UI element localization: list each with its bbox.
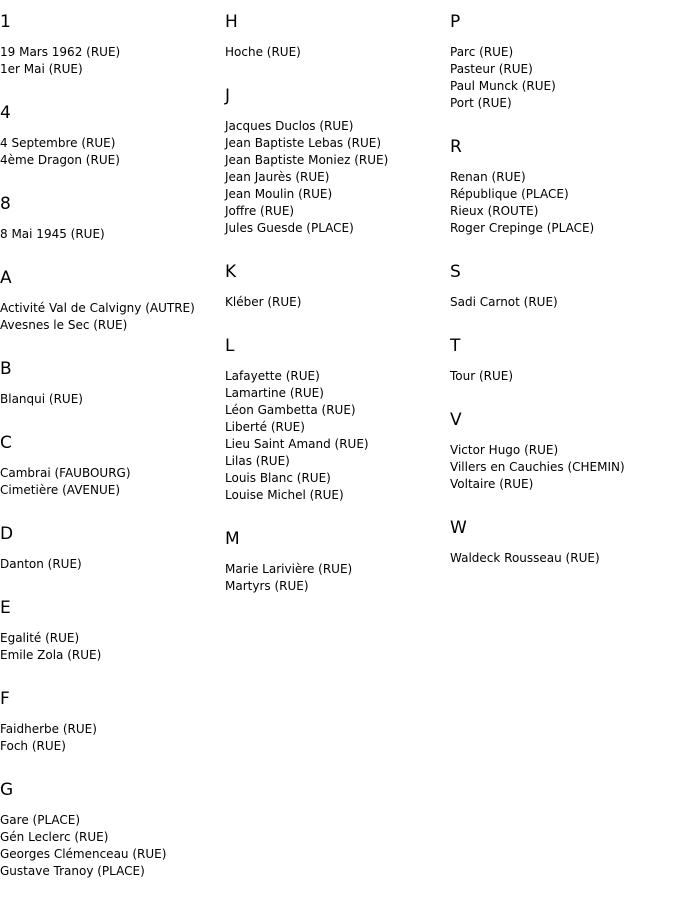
street-link[interactable]: Gén Leclerc (RUE): [0, 830, 109, 844]
letter-group: [450, 134, 675, 259]
street-list: [225, 561, 450, 595]
letter-group: [225, 526, 450, 617]
letter-group: [0, 265, 225, 356]
letter-heading: 1: [0, 12, 11, 32]
letter-group: [0, 356, 225, 430]
street-list: [450, 368, 675, 385]
street-link[interactable]: Joffre (RUE): [225, 204, 295, 218]
letter-heading: J: [225, 86, 231, 106]
letter-group: [450, 407, 675, 515]
letter-group: [225, 333, 450, 526]
street-list: [450, 550, 675, 567]
street-link[interactable]: Cambrai (FAUBOURG): [0, 466, 131, 480]
street-link[interactable]: Parc (RUE): [450, 45, 514, 59]
letter-heading: K: [225, 262, 237, 282]
street-link[interactable]: Marie Larivière (RUE): [225, 562, 353, 576]
letter-group: [450, 333, 675, 407]
street-list: [0, 556, 225, 573]
group-spacer: [0, 408, 225, 430]
street-list: [0, 44, 225, 78]
group-spacer: [450, 112, 675, 134]
letter-heading: C: [0, 433, 12, 453]
street-link[interactable]: Jean Moulin (RUE): [225, 187, 333, 201]
letter-group: [0, 521, 225, 595]
letter-heading: T: [450, 336, 461, 356]
letter-group: [0, 595, 225, 686]
street-link[interactable]: Faidherbe (RUE): [0, 722, 97, 736]
letter-group: [0, 686, 225, 777]
street-link[interactable]: Louis Blanc (RUE): [225, 471, 331, 485]
street-list: [0, 391, 225, 408]
street-link[interactable]: République (PLACE): [450, 187, 569, 201]
street-link[interactable]: Sadi Carnot (RUE): [450, 295, 558, 309]
group-spacer: [0, 755, 225, 777]
letter-group: [450, 259, 675, 333]
street-link[interactable]: Foch (RUE): [0, 739, 66, 753]
street-link[interactable]: Avesnes le Sec (RUE): [0, 318, 128, 332]
street-link[interactable]: Activité Val de Calvigny (AUTRE): [0, 301, 195, 315]
letter-group: [225, 9, 450, 83]
street-link[interactable]: Villers en Cauchies (CHEMIN): [450, 460, 625, 474]
street-list: [225, 368, 450, 504]
letter-group: [450, 9, 675, 134]
street-index-column-1: [0, 9, 225, 902]
group-spacer: [225, 595, 450, 617]
group-spacer: [0, 664, 225, 686]
street-list: [450, 294, 675, 311]
street-link[interactable]: Léon Gambetta (RUE): [225, 403, 356, 417]
letter-heading: W: [450, 518, 467, 538]
letter-heading: R: [450, 137, 462, 157]
street-list: [225, 44, 450, 61]
group-spacer: [0, 573, 225, 595]
street-list: [0, 721, 225, 755]
street-link[interactable]: Pasteur (RUE): [450, 62, 533, 76]
street-link[interactable]: Paul Munck (RUE): [450, 79, 556, 93]
street-list: [0, 465, 225, 499]
street-link[interactable]: Jules Guesde (PLACE): [225, 221, 354, 235]
street-link[interactable]: Georges Clémenceau (RUE): [0, 847, 167, 861]
letter-heading: B: [0, 359, 12, 379]
street-list: [0, 630, 225, 664]
street-link[interactable]: 8 Mai 1945 (RUE): [0, 227, 105, 241]
letter-heading: G: [0, 780, 14, 800]
street-link[interactable]: 4ème Dragon (RUE): [0, 153, 120, 167]
letter-heading: A: [0, 268, 12, 288]
street-link[interactable]: Jean Jaurès (RUE): [225, 170, 330, 184]
street-list: [450, 442, 675, 493]
street-list: [0, 226, 225, 243]
street-link[interactable]: Liberté (RUE): [225, 420, 305, 434]
street-list: [450, 44, 675, 112]
street-link[interactable]: Gare (PLACE): [0, 813, 81, 827]
street-link[interactable]: Lilas (RUE): [225, 454, 290, 468]
group-spacer: [450, 493, 675, 515]
letter-heading: V: [450, 410, 462, 430]
street-link[interactable]: Louise Michel (RUE): [225, 488, 344, 502]
letter-heading: D: [0, 524, 14, 544]
street-link[interactable]: Lamartine (RUE): [225, 386, 324, 400]
street-list: [0, 135, 225, 169]
group-spacer: [450, 237, 675, 259]
letter-group: [0, 430, 225, 521]
street-link[interactable]: Gustave Tranoy (PLACE): [0, 864, 145, 878]
letter-heading: P: [450, 12, 461, 32]
group-spacer: [225, 311, 450, 333]
street-link[interactable]: Lafayette (RUE): [225, 369, 320, 383]
street-link[interactable]: Victor Hugo (RUE): [450, 443, 559, 457]
street-list: [0, 300, 225, 334]
letter-heading: S: [450, 262, 461, 282]
letter-group: [225, 83, 450, 259]
street-link[interactable]: Egalité (RUE): [0, 631, 80, 645]
letter-heading: 8: [0, 194, 11, 214]
letter-group: [225, 259, 450, 333]
letter-heading: M: [225, 529, 240, 549]
street-link[interactable]: Waldeck Rousseau (RUE): [450, 551, 600, 565]
group-spacer: [225, 504, 450, 526]
street-link[interactable]: Jacques Duclos (RUE): [225, 119, 354, 133]
group-spacer: [0, 78, 225, 100]
street-link[interactable]: Martyrs (RUE): [225, 579, 309, 593]
letter-group: [450, 515, 675, 589]
group-spacer: [0, 243, 225, 265]
street-list: [450, 169, 675, 237]
group-spacer: [0, 499, 225, 521]
group-spacer: [225, 237, 450, 259]
street-link[interactable]: Roger Crepinge (PLACE): [450, 221, 595, 235]
street-link[interactable]: Jean Baptiste Lebas (RUE): [225, 136, 382, 150]
street-list: [225, 118, 450, 237]
letter-group: [0, 100, 225, 191]
street-link[interactable]: Cimetière (AVENUE): [0, 483, 121, 497]
letter-heading: E: [0, 598, 11, 618]
street-link[interactable]: 19 Mars 1962 (RUE): [0, 45, 121, 59]
group-spacer: [0, 334, 225, 356]
street-link[interactable]: Emile Zola (RUE): [0, 648, 102, 662]
street-link[interactable]: Rieux (ROUTE): [450, 204, 539, 218]
group-spacer: [450, 567, 675, 589]
letter-heading: L: [225, 336, 235, 356]
street-link[interactable]: Voltaire (RUE): [450, 477, 534, 491]
street-list: [225, 294, 450, 311]
street-link[interactable]: Tour (RUE): [450, 369, 514, 383]
street-link[interactable]: Hoche (RUE): [225, 45, 301, 59]
group-spacer: [225, 61, 450, 83]
letter-heading: F: [0, 689, 10, 709]
street-link[interactable]: Lieu Saint Amand (RUE): [225, 437, 369, 451]
group-spacer: [0, 169, 225, 191]
street-link[interactable]: Blanqui (RUE): [0, 392, 83, 406]
letter-heading: 4: [0, 103, 11, 123]
letter-group: [0, 777, 225, 902]
letter-group: [0, 191, 225, 265]
street-index-column-3: [450, 9, 675, 589]
group-spacer: [450, 311, 675, 333]
street-link[interactable]: 4 Septembre (RUE): [0, 136, 116, 150]
street-link[interactable]: Kléber (RUE): [225, 295, 302, 309]
street-link[interactable]: 1er Mai (RUE): [0, 62, 83, 76]
street-link[interactable]: Port (RUE): [450, 96, 512, 110]
street-link[interactable]: Renan (RUE): [450, 170, 526, 184]
street-index-column-2: [225, 9, 450, 617]
letter-group: [0, 9, 225, 100]
street-link[interactable]: Danton (RUE): [0, 557, 82, 571]
group-spacer: [0, 880, 225, 902]
group-spacer: [450, 385, 675, 407]
street-list: [0, 812, 225, 880]
letter-heading: H: [225, 12, 238, 32]
street-link[interactable]: Jean Baptiste Moniez (RUE): [225, 153, 389, 167]
